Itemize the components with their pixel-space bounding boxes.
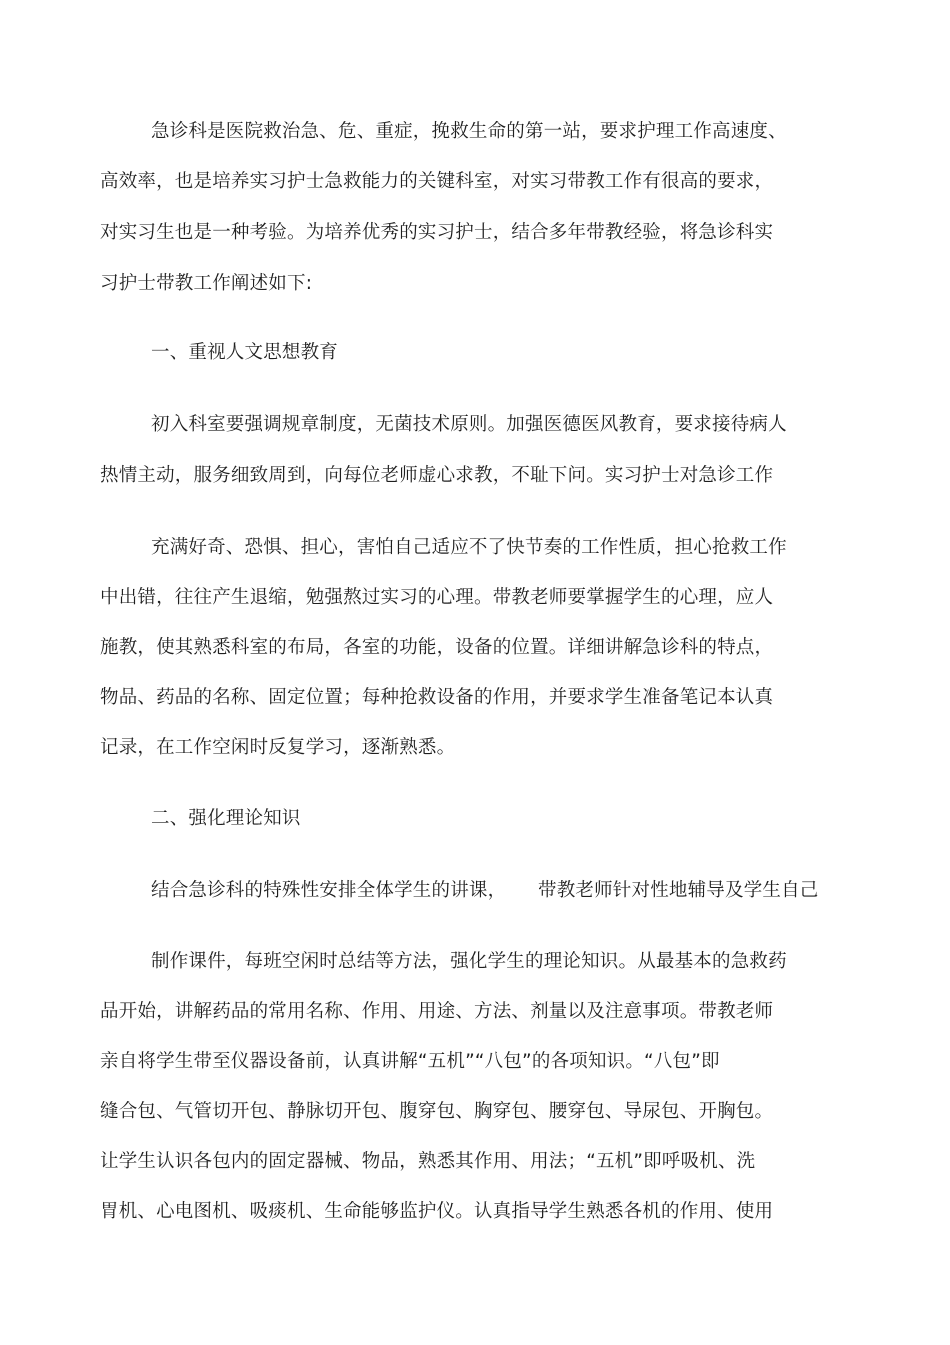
section2-paragraph2-line-3: 亲自将学生带至仪器设备前，认真讲解“五机”“八包”的各项知识。“八包”即 <box>100 1051 720 1072</box>
section1-paragraph1-line-2: 热情主动，服务细致周到，向每位老师虚心求教，不耻下问。实习护士对急诊工作 <box>100 465 774 486</box>
section2-paragraph2-line-5: 让学生认识各包内的固定器械、物品，熟悉其作用、用法；“五机”即呼吸机、洗 <box>100 1151 756 1172</box>
section1-paragraph1-line-1: 初入科室要强调规章制度，无菌技术原则。加强医德医风教育，要求接待病人 <box>151 414 787 435</box>
section2-paragraph1-part-1: 结合急诊科的特殊性安排全体学生的讲课， <box>151 880 507 901</box>
section2-paragraph2-line-2: 品开始，讲解药品的常用名称、作用、用途、方法、剂量以及注意事项。带教老师 <box>100 1001 774 1022</box>
section1-paragraph2-line-1: 充满好奇、恐惧、担心，害怕自己适应不了快节奏的工作性质，担心抢救工作 <box>151 537 787 558</box>
intro-line-3: 对实习生也是一种考验。为培养优秀的实习护士，结合多年带教经验，将急诊科实 <box>100 222 774 243</box>
section2-paragraph2-line-6: 胃机、心电图机、吸痰机、生命能够监护仪。认真指导学生熟悉各机的作用、使用 <box>100 1201 774 1222</box>
section1-paragraph2-line-2: 中出错，往往产生退缩，勉强熬过实习的心理。带教老师要掌握学生的心理，应人 <box>100 587 774 608</box>
section1-paragraph2-line-3: 施教，使其熟悉科室的布局，各室的功能，设备的位置。详细讲解急诊科的特点， <box>100 637 774 658</box>
section2-paragraph2-line-4: 缝合包、气管切开包、静脉切开包、腹穿包、胸穿包、腰穿包、导尿包、开胸包。 <box>100 1101 774 1122</box>
section2-paragraph1-part-2: 带教老师针对性地辅导及学生自己 <box>538 880 819 901</box>
section1-paragraph2-line-4: 物品、药品的名称、固定位置；每种抢救设备的作用，并要求学生准备笔记本认真 <box>100 687 774 708</box>
section2-paragraph2-line-1: 制作课件，每班空闲时总结等方法，强化学生的理论知识。从最基本的急救药 <box>151 951 787 972</box>
section1-paragraph2-line-5: 记录，在工作空闲时反复学习，逐渐熟悉。 <box>100 737 456 758</box>
section-heading-1: 一、重视人文思想教育 <box>151 342 339 363</box>
intro-line-4: 习护士带教工作阐述如下: <box>100 273 313 294</box>
intro-line-1: 急诊科是医院救治急、危、重症，挽救生命的第一站，要求护理工作高速度、 <box>151 121 787 142</box>
intro-line-2: 高效率，也是培养实习护士急救能力的关键科室，对实习带教工作有很高的要求， <box>100 171 774 192</box>
section-heading-2: 二、强化理论知识 <box>151 808 301 829</box>
